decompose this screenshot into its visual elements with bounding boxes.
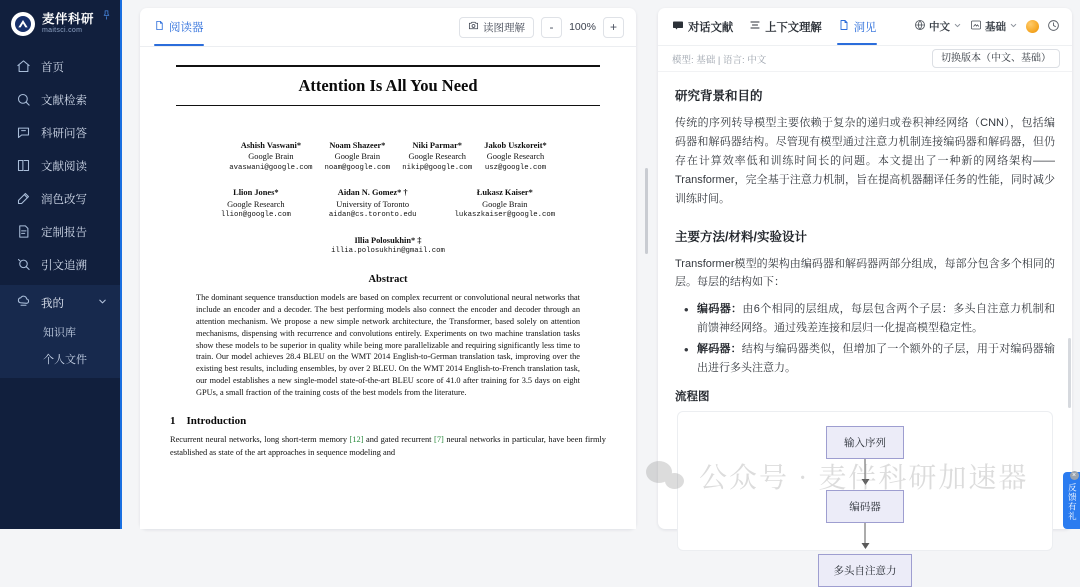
paper-title: Attention Is All You Need [298,76,478,95]
chat-doc-icon [672,19,684,34]
context-icon [749,19,761,34]
insights-toolbar [914,19,1060,35]
sidebar-group-mine [0,285,120,378]
model-value: 基础 [985,21,1006,33]
author-email: lukaszkaiser@google.com [454,210,556,219]
polish-icon [16,191,31,206]
user-cloud-icon [16,294,31,312]
reader-toolbar [140,8,636,47]
sidebar-item-research-qa[interactable] [0,116,120,149]
title-rule-bottom [176,105,600,106]
section-number: 1 [170,415,176,428]
tab-chat-document[interactable] [672,8,733,45]
author-row [162,187,614,220]
sidebar-item-custom-report[interactable] [0,215,120,248]
section-paragraph-methods: Transformer模型的架构由编码器和解码器两部分组成，每部分包含多个相同的层。每层的结构如下： [675,257,1055,289]
language-value: 中文 [929,21,950,33]
author-org: Google Research [227,199,285,209]
qa-icon [16,125,31,140]
tab-label: 洞见 [853,21,877,34]
section-heading-methods: 主要方法/材料/实验设计 [675,229,807,244]
search-doc-icon [16,92,31,107]
zoom-in-button[interactable]: + [603,17,624,38]
author-org: Google Brain [334,152,381,162]
flow-arrow-2 [865,523,866,548]
tab-label: 上下文理解 [765,21,822,34]
sidebar-subitem-label: 知识库 [43,326,76,339]
author [323,187,423,220]
sidebar-item-home[interactable] [0,50,120,83]
author-name: Aidan N. Gomez* † [337,188,408,198]
image-understand-label: 读图理解 [483,21,525,34]
sidebar-item-label: 科研问答 [41,127,87,140]
author-name: Illia Polosukhin* ‡ [354,235,422,245]
tab-reader[interactable] [154,8,204,46]
flow-node-multihead-attention: 多头自注意力 [818,554,912,587]
sidebar-item-label: 首页 [41,61,64,74]
watermark-text: 公众号 · 麦伴科研加速器 [699,463,1029,494]
author-row [162,140,614,173]
reader-toolbar-actions [459,17,624,38]
sidebar-item-label: 文献阅读 [41,160,87,173]
author-name: Ashish Vaswani* [240,141,302,150]
flow-node-input-sequence: 输入序列 [826,426,904,459]
insights-meta-bar [658,46,1072,72]
section-heading-flowchart: 流程图 [675,390,710,403]
document-icon [154,20,165,34]
section-heading-background: 研究背景和目的 [675,89,763,103]
author-email: noam@google.com [324,163,391,172]
close-icon[interactable]: × [1071,472,1078,479]
author-org: Google Brain [248,152,294,162]
author [215,187,297,220]
chevron-down-icon [1009,21,1018,33]
sidebar-item-label: 我的 [41,298,64,310]
citation-trace-icon [16,257,31,272]
sidebar-item-label: 文献检索 [41,94,87,107]
author-name: Noam Shazeer* [329,141,386,150]
reader-card [140,8,636,529]
home-icon [16,59,31,74]
author-block [162,140,614,256]
bullet-text: 结构与编码器类似，但增加了一个额外的子层，用于对编码器输出进行多头注意力。 [697,343,1056,375]
brand-domain: maitsci.com [42,27,83,35]
methods-bullet-list [675,300,1055,378]
section-heading [170,415,614,427]
switch-version-button[interactable]: 切换版本（中文、基础） [932,49,1060,68]
sidebar-item-label: 润色改写 [41,193,87,206]
citation-link-12[interactable]: [12] [349,435,364,445]
sidebar-item-label: 引文追溯 [41,259,87,272]
sidebar [0,0,122,529]
insights-panel [650,0,1080,577]
sidebar-item-polish-rewrite[interactable] [0,182,120,215]
globe-icon [914,19,926,34]
tab-context-understanding[interactable] [749,8,822,45]
brand-name: 麦伴科研 [42,12,95,27]
author [396,140,478,173]
citation-link-7[interactable]: [7] [434,435,444,445]
pdf-page [140,47,636,459]
author-email: aidan@cs.toronto.edu [328,210,417,219]
model-icon [970,19,982,34]
sidebar-nav [0,50,120,281]
flow-arrow-1 [865,459,866,484]
author-org: University of Toronto [336,199,410,209]
insight-doc-icon [838,19,850,34]
author-email: nikip@google.com [402,163,473,172]
author [478,140,552,173]
author-email: illia.polosukhin@gmail.com [331,246,445,255]
sidebar-item-citation-trace[interactable] [0,248,120,281]
insights-scrollbar[interactable] [1068,338,1071,408]
intro-text-a: Recurrent neural networks, long short-term memory [170,435,350,445]
section-title: Introduction [186,415,247,428]
author-email: usz@google.com [484,163,547,172]
intro-text-c: neural networks in particular, have been firmly established as state of the art approaches in sequence modeling and [170,435,606,457]
author-name: Llion Jones* [233,188,279,198]
feedback-label: 反馈有礼 [1067,483,1078,521]
image-understand-button[interactable] [459,17,534,38]
author-email: avaswani@google.com [229,163,313,172]
abstract-body: The dominant sequence transduction models are based on complex recurrent or convolutional neural networks that include an encoder and a decoder. The best performing models also connect the encoder and decoder through an attention mechanism. We propose a new simple network architecture, the Transformer, based solely on attention mechanisms, dispensing with recurrence and convolutions entirely. Experiments on two machine translation tasks show these models to be superior in quality while being more parallelizable and requiring significantly less time to train. Our model achieves 28.4 BLEU on the WMT 2014 English-to-German translation task, improving over the existing best results, including ensembles, by over 2 BLEU. On the WMT 2014 English-to-French translation task, our model establishes a new single-model state-of-the-art BLEU score of 41.0 after training for 3.5 days on eight GPUs, a small fraction of the training costs of the best models from the literature. [196,293,580,397]
author-org: Google Research [408,152,466,162]
feedback-tab[interactable] [1063,472,1080,529]
flowchart [677,411,1053,577]
list-item [675,340,1055,378]
sidebar-item-personal-files[interactable] [0,345,120,372]
chevron-down-icon [953,21,962,33]
author-row [162,235,614,257]
author [325,235,451,257]
intro-text-b: and gated recurrent [363,435,435,445]
sidebar-item-mine[interactable] [0,288,120,318]
insights-tabs [658,8,1072,46]
pdf-scroll-area[interactable] [140,47,636,529]
author [319,140,397,173]
bullet-text: 由6个相同的层组成，每层包含两个子层：多头自注意力机制和前馈神经网络。通过残差连接和层归一化提高模型稳定性。 [697,303,1055,335]
pin-icon[interactable] [101,9,112,23]
sidebar-item-knowledge-base[interactable] [0,318,120,345]
tab-reader-label: 阅读器 [169,22,204,34]
sidebar-subitem-label: 个人文件 [43,353,87,366]
avatar-icon[interactable] [1026,20,1039,33]
flow-node-encoder: 编码器 [826,490,904,523]
author-email: llion@google.com [220,210,291,219]
insights-card [658,8,1072,577]
model-selector[interactable] [970,19,1018,34]
bullet-term: 编码器： [697,303,743,316]
model-language-meta: 模型: 基础 | 语言: 中文 [672,54,767,66]
author [448,187,561,220]
reader-scrollbar[interactable] [645,168,648,254]
list-item [675,300,1055,338]
section-paragraph-background: 传统的序列转导模型主要依赖于复杂的递归或卷积神经网络（CNN），包括编码器和解码器结构。尽管现有模型通过注意力机制连接编码器和解码器，但仍存在计算效率低和训练时间长的问题。本文提出了一种新的网络架构——Transformer，完全基于注意力机制，旨在提高机器翻译任务的性能，同时减少训练时间。 [675,117,1055,205]
section-body [170,434,606,458]
abstract-heading: Abstract [368,274,408,286]
sidebar-item-literature-search[interactable] [0,83,120,116]
report-icon [16,224,31,239]
author-org: Google Research [486,152,545,162]
author-org: Google Brain [482,199,528,209]
reader-panel [122,0,650,529]
language-selector[interactable] [914,19,962,34]
tab-label: 对话文献 [688,21,734,34]
zoom-out-button[interactable]: - [541,17,562,38]
history-icon[interactable] [1047,19,1060,35]
bullet-term: 解码器： [697,343,742,356]
author-name: Jakob Uszkoreit* [484,141,547,150]
author [223,140,318,173]
sidebar-item-label: 定制报告 [41,226,87,239]
author-name: Niki Parmar* [412,141,462,150]
read-doc-icon [16,158,31,173]
author-name: Łukasz Kaiser* [476,188,533,198]
camera-icon [468,20,479,34]
sidebar-item-literature-reading[interactable] [0,149,120,182]
chevron-down-icon[interactable] [97,296,108,310]
insights-content [658,72,1072,577]
brand-logo-icon [11,12,35,36]
tab-insights[interactable] [838,8,877,45]
zoom-level: 100% [569,21,596,33]
